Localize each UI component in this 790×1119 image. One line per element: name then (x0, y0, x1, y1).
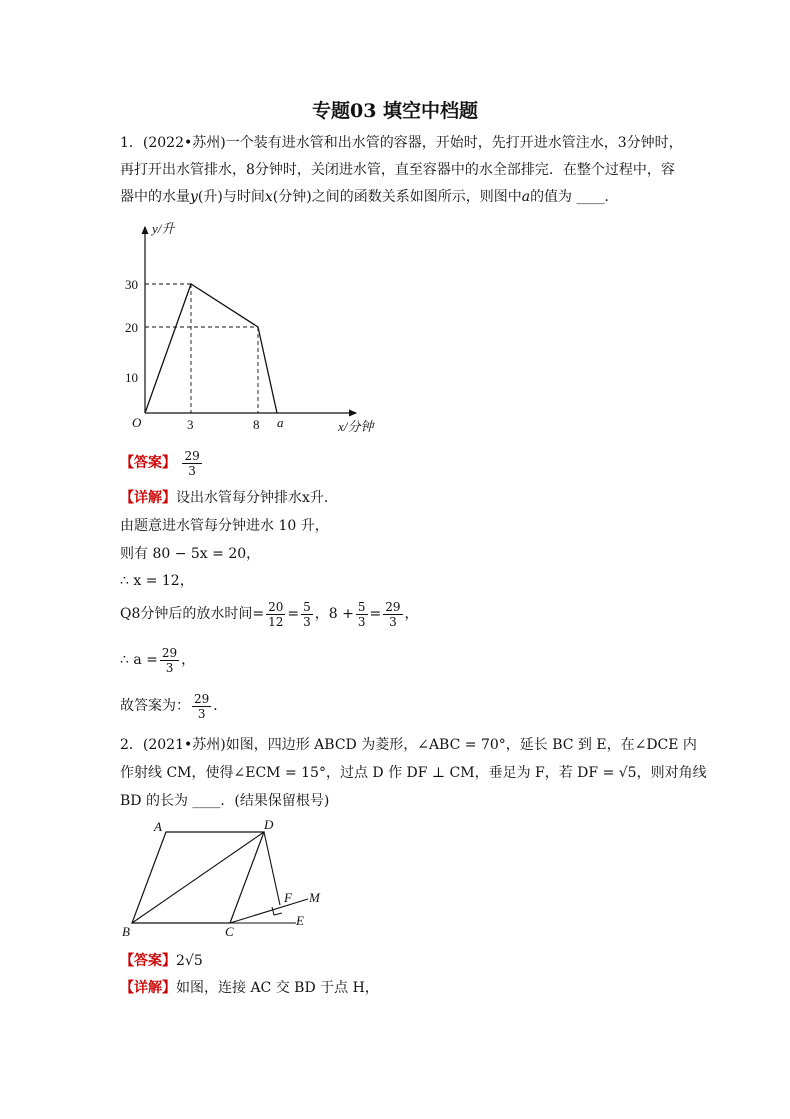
equals: = (287, 606, 300, 622)
fraction (266, 600, 285, 629)
page-title: 专题03 填空中档题 (311, 100, 479, 122)
q1-line2: 再打开出水管排水，8分钟时，关闭进水管，直至容器中的水全部排完．在整个过程中，容 (120, 162, 675, 178)
label-c: C (225, 924, 234, 939)
frac-num: 20 (268, 599, 284, 614)
x-tick-a: a (277, 415, 284, 430)
y-axis-label: y/升 (152, 221, 175, 236)
frac-num: 5 (357, 599, 366, 614)
equals: = (369, 606, 382, 622)
q1-line3-text-c: (分钟)之间的函数关系如图所示，则图中 (272, 189, 522, 205)
q1-line3-text-b: (升)与时间 (197, 189, 265, 205)
label-a: A (154, 819, 162, 834)
frac-den: 3 (389, 614, 397, 629)
x-tick-3: 3 (187, 417, 194, 432)
frac-den: 3 (303, 614, 311, 629)
q2-detail (120, 978, 379, 998)
segment-df (264, 832, 280, 905)
q1-line3 (120, 187, 619, 207)
period: ． (213, 698, 228, 714)
q1-detail-line7 (120, 689, 227, 723)
label-b: B (122, 924, 130, 939)
frac-den: 12 (268, 614, 284, 629)
frac-den: 3 (197, 706, 206, 721)
q1-function-graph (110, 215, 390, 440)
q1-detail-line5 (120, 597, 419, 631)
q2-line2: 作射线 CM，使得∠ECM = 15°，过点 D 作 DF ⊥ CM，垂足为 F，若 DF = √5，则对角线 (120, 765, 707, 781)
separator: ，8 + (314, 606, 354, 622)
y-tick-20: 20 (125, 320, 138, 335)
label-m: M (309, 890, 320, 905)
q2-answer (120, 951, 203, 971)
label-d: D (264, 817, 274, 832)
q2-detail-tag: 【详解】 (120, 980, 176, 996)
x-tick-8: 8 (253, 417, 260, 432)
q1-detail-line4: ∴ x = 12， (120, 573, 194, 589)
label-e: E (296, 913, 304, 928)
q1-var-a: a (521, 189, 531, 205)
frac-den: 3 (188, 463, 196, 478)
diagonal-bd (132, 832, 264, 923)
origin-label: O (132, 415, 142, 430)
q1-answer-tag: 【答案】 (120, 455, 176, 471)
frac-num: 5 (303, 599, 311, 614)
q1-line1: 1．(2022•苏州)一个装有进水管和出水管的容器，开始时，先打开进水管注水，3分钟时， (120, 135, 683, 151)
fraction (356, 600, 368, 629)
fraction (192, 692, 211, 721)
q2-rhombus-figure (118, 815, 338, 945)
frac-num: 29 (161, 645, 178, 660)
q1-answer (120, 446, 204, 480)
q1-detail-line1 (120, 488, 338, 508)
frac-den: 3 (165, 660, 174, 675)
function-polyline (145, 284, 277, 413)
q1-line3-text-d: 的值为 ____． (530, 189, 619, 205)
x-axis-label: x/分钟 (338, 419, 374, 434)
q2-answer-tag: 【答案】 (120, 953, 176, 969)
label-f: F (284, 890, 292, 905)
q1-detail-line6 (120, 643, 195, 677)
fraction (383, 600, 402, 629)
q2-line1: 2．(2021•苏州)如图，四边形 ABCD 为菱形，∠ABC = 70°，延长 BC 到 E，在∠DCE 内 (120, 737, 697, 753)
q2-line3: BD 的长为 ____．(结果保留根号) (120, 793, 330, 809)
fraction (160, 646, 179, 675)
q2-detail-text: 如图，连接 AC 交 BD 于点 H， (176, 980, 379, 996)
frac-num: 29 (184, 448, 200, 463)
q1-detail-line2: 由题意进水管每分钟进水 10 升， (120, 518, 329, 534)
comma: ， (404, 606, 419, 622)
comma: ， (181, 652, 196, 668)
q1-line3-text-a: 器中的水量 (120, 189, 190, 205)
detail-text: Q8分钟后的放水时间= (120, 606, 265, 622)
frac-den: 3 (357, 614, 366, 629)
fraction (301, 600, 313, 629)
detail-text: ∴ a = (120, 652, 158, 668)
q1-var-y: y (190, 189, 198, 205)
q1-detail-tag: 【详解】 (120, 490, 176, 506)
detail-text: 设出水管每分钟排水x升． (176, 490, 338, 506)
detail-text: 故答案为： (120, 698, 190, 714)
q1-answer-fraction (182, 449, 201, 478)
y-tick-30: 30 (125, 277, 138, 292)
y-tick-10: 10 (125, 370, 138, 385)
q1-var-x: x (264, 189, 273, 205)
frac-num: 29 (194, 691, 210, 706)
q2-answer-value: 2√5 (176, 953, 203, 969)
frac-num: 29 (385, 599, 401, 614)
q1-detail-line3: 则有 80 − 5x = 20， (120, 546, 261, 562)
